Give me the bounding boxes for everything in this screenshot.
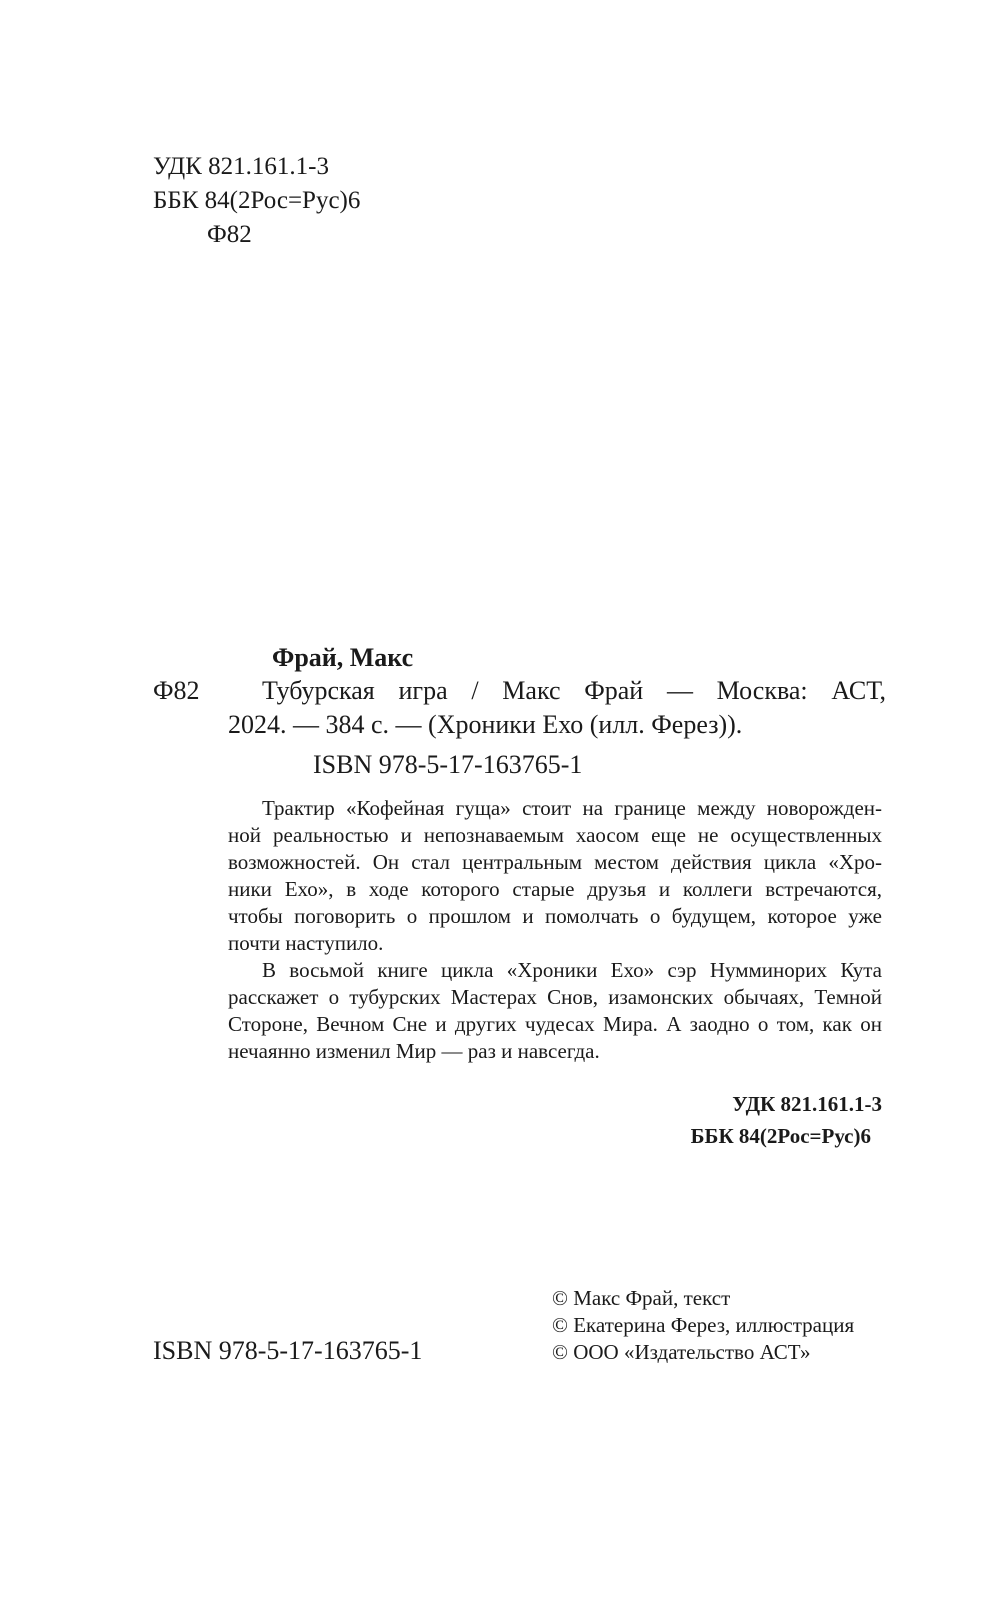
bbk-code-top: ББК 84(2Рос=Рус)6 bbox=[153, 187, 361, 214]
udk-code-top: УДК 821.161.1-3 bbox=[153, 153, 329, 180]
copyright-illustrator: © Екатерина Ферез, иллюстрация bbox=[552, 1313, 855, 1337]
annotation-p2-line-2: расскажет о тубурских Мастерах Снов, изамонских обычаях, Темной bbox=[228, 985, 882, 1009]
bbk-code-bottom: ББК 84(2Рос=Рус)6 bbox=[690, 1124, 871, 1148]
annotation-p2-line-4: нечаянно изменил Мир — раз и навсегда. bbox=[228, 1039, 600, 1063]
catalog-author: Фрай, Макс bbox=[272, 643, 414, 672]
annotation-p1-line-5: чтобы поговорить о прошлом и помолчать о будущем, которое уже bbox=[228, 904, 882, 928]
annotation-p1-line-6: почти наступило. bbox=[228, 931, 384, 955]
udk-code-bottom: УДК 821.161.1-3 bbox=[732, 1092, 882, 1116]
catalog-isbn: ISBN 978-5-17-163765-1 bbox=[313, 750, 583, 779]
catalog-description-line-1: Тубурская игра / Макс Фрай — Москва: АСТ, bbox=[262, 676, 886, 705]
catalog-description-line-2: 2024. — 384 с. — (Хроники Ехо (илл. Ферез)). bbox=[228, 710, 743, 739]
catalog-author-mark: Ф82 bbox=[153, 676, 200, 705]
annotation-p1-line-4: ники Ехо», в ходе которого старые друзья и коллеги встречаются, bbox=[228, 877, 882, 901]
copyright-publisher: © ООО «Издательство АСТ» bbox=[552, 1340, 811, 1364]
annotation-p1-line-2: ной реальностью и непознаваемым хаосом еще не осуществленных bbox=[228, 823, 882, 847]
copyright-author: © Макс Фрай, текст bbox=[552, 1286, 731, 1310]
annotation-p2-line-3: Стороне, Вечном Сне и других чудесах Мира. А заодно о том, как он bbox=[228, 1012, 882, 1036]
footer-isbn: ISBN 978-5-17-163765-1 bbox=[153, 1336, 423, 1365]
annotation-p2-line-1: В восьмой книге цикла «Хроники Ехо» сэр Нумминорих Кута bbox=[262, 958, 882, 982]
annotation-p1-line-1: Трактир «Кофейная гуща» стоит на границе между новорожден- bbox=[262, 796, 882, 820]
annotation-p1-line-3: возможностей. Он стал центральным местом действия цикла «Хро- bbox=[228, 850, 882, 874]
author-mark-top: Ф82 bbox=[207, 221, 252, 248]
